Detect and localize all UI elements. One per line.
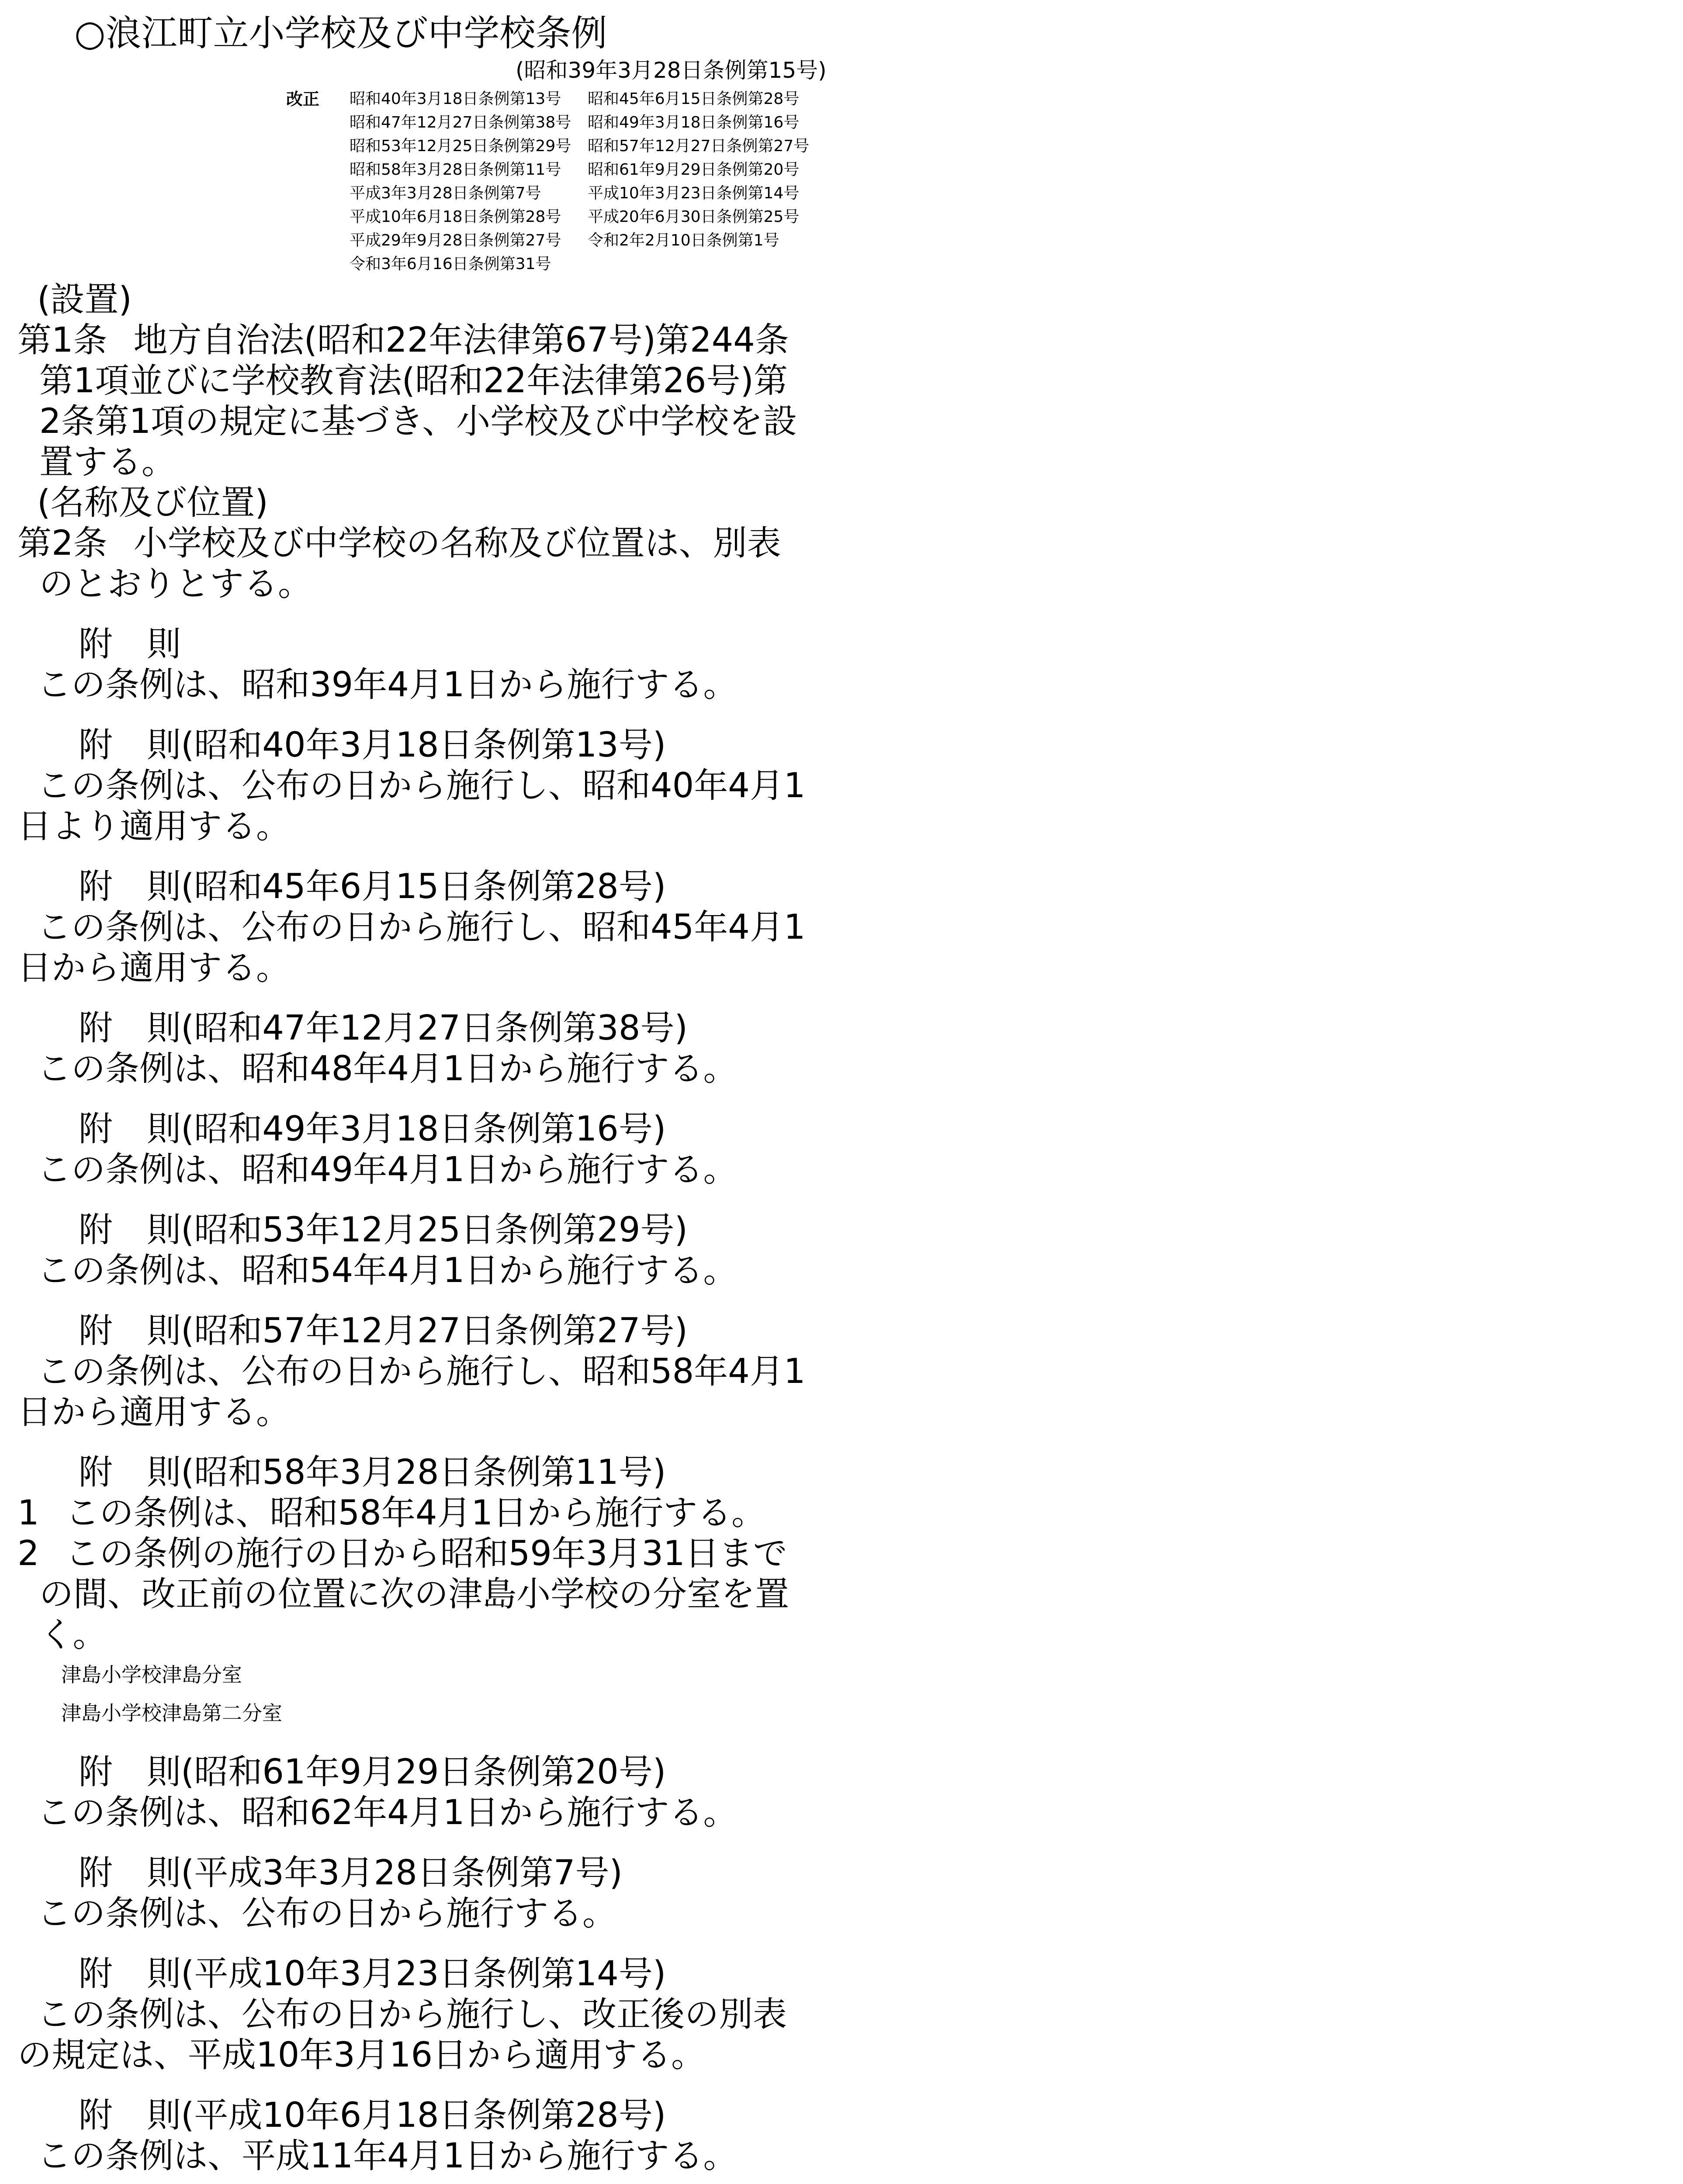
article-text: 小学校及び中学校の名称及び位置は、別表のとおりとする。 xyxy=(39,524,781,604)
supplementary-heading: 附 則 xyxy=(79,625,181,664)
supplementary-heading: 附 則(昭和40年3月18日条例第13号) xyxy=(79,726,666,765)
amendment-entry: 平成10年6月18日条例第28号 xyxy=(350,208,561,226)
amendment-entry: 昭和61年9月29日条例第20号 xyxy=(588,161,800,179)
article-heading: (設置) xyxy=(37,280,132,319)
ordinance-body xyxy=(17,280,808,2184)
supplementary-text: この条例は、昭和62年4月1日から施行する。 xyxy=(37,1793,738,1832)
article-2 xyxy=(17,523,808,605)
amendment-entry: 平成20年6月30日条例第25号 xyxy=(588,208,800,226)
supplementary-text: この条例は、昭和39年4月1日から施行する。 xyxy=(37,665,738,705)
supplementary-heading: 附 則(昭和58年3月28日条例第11号) xyxy=(79,1453,666,1492)
supplementary-item xyxy=(17,1493,808,1534)
amendment-entry: 平成29年9月28日条例第27号 xyxy=(350,232,561,249)
article-number: 第1条 xyxy=(17,321,107,360)
item-number: 1 xyxy=(17,1493,39,1533)
item-text: この条例は、昭和58年4月1日から施行する。 xyxy=(65,1493,766,1533)
supplementary-text: この条例は、公布の日から施行し、昭和58年4月1日から適用する。 xyxy=(17,1352,806,1432)
amendment-entry: 昭和47年12月27日条例第38号 xyxy=(350,114,571,131)
supplementary-text: この条例は、昭和48年4月1日から施行する。 xyxy=(37,1049,738,1089)
article-number: 第2条 xyxy=(17,524,107,563)
article-heading: (名称及び位置) xyxy=(37,483,268,522)
supplementary-text: この条例は、公布の日から施行し、昭和40年4月1日より適用する。 xyxy=(17,766,806,846)
amendment-entry: 平成3年3月28日条例第7号 xyxy=(350,184,541,202)
supplementary-heading: 附 則(昭和61年9月29日条例第20号) xyxy=(79,1752,666,1792)
amendment-entry: 昭和45年6月15日条例第28号 xyxy=(588,90,800,108)
amendment-entry: 令和2年2月10日条例第1号 xyxy=(588,232,779,249)
branch-room: 津島小学校津島分室 xyxy=(61,1663,242,1686)
amendment-entry: 昭和53年12月25日条例第29号 xyxy=(350,137,571,155)
supplementary-heading: 附 則(平成10年6月18日条例第28号) xyxy=(79,2096,666,2135)
supplementary-item xyxy=(17,1534,808,1655)
supplementary-text: この条例は、公布の日から施行する。 xyxy=(37,1894,617,1933)
supplementary-text: この条例は、昭和54年4月1日から施行する。 xyxy=(37,1251,738,1290)
amendment-entry: 昭和49年3月18日条例第16号 xyxy=(588,114,800,131)
article-text: 地方自治法(昭和22年法律第67号)第244条第1項並びに学校教育法(昭和22年法律第26号)第2条第1項の規定に基づき、小学校及び中学校を設置する。 xyxy=(39,321,797,482)
supplementary-text: この条例は、昭和49年4月1日から施行する。 xyxy=(37,1150,738,1189)
supplementary-text: この条例は、平成11年4月1日から施行する。 xyxy=(37,2136,738,2176)
item-text: この条例の施行の日から昭和59年3月31日までの間、改正前の位置に次の津島小学校の分室を置く。 xyxy=(39,1534,790,1655)
enactment-date: (昭和39年3月28日条例第15号) xyxy=(516,58,827,83)
supplementary-text: この条例は、公布の日から施行し、改正後の別表の規定は、平成10年3月16日から適用する。 xyxy=(17,1995,787,2075)
amendment-label: 改正 xyxy=(286,90,320,109)
branch-room: 津島小学校津島第二分室 xyxy=(61,1701,282,1725)
amendment-entry: 昭和57年12月27日条例第27号 xyxy=(588,137,810,155)
amendment-entry: 昭和40年3月18日条例第13号 xyxy=(350,90,561,108)
supplementary-heading: 附 則(昭和49年3月18日条例第16号) xyxy=(79,1109,666,1149)
amendment-entry: 令和3年6月16日条例第31号 xyxy=(350,255,551,273)
supplementary-heading: 附 則(平成3年3月28日条例第7号) xyxy=(79,1853,623,1893)
item-number: 2 xyxy=(17,1534,39,1573)
supplementary-text: この条例は、公布の日から施行し、昭和45年4月1日から適用する。 xyxy=(17,908,806,988)
supplementary-heading: 附 則(昭和47年12月27日条例第38号) xyxy=(79,1009,688,1048)
supplementary-heading: 附 則(平成10年3月23日条例第14号) xyxy=(79,1954,666,1994)
article-1 xyxy=(17,320,808,483)
supplementary-heading: 附 則(昭和53年12月25日条例第29号) xyxy=(79,1210,688,1250)
supplementary-heading: 附 則(昭和57年12月27日条例第27号) xyxy=(79,1311,688,1351)
amendment-entry: 昭和58年3月28日条例第11号 xyxy=(350,161,561,179)
amendment-entry: 平成10年3月23日条例第14号 xyxy=(588,184,800,202)
supplementary-heading: 附 則(昭和45年6月15日条例第28号) xyxy=(79,867,666,906)
branch-room-list xyxy=(17,1655,808,1732)
amendment-list xyxy=(350,87,826,276)
document-title: ○浪江町立小学校及び中学校条例 xyxy=(74,13,607,54)
